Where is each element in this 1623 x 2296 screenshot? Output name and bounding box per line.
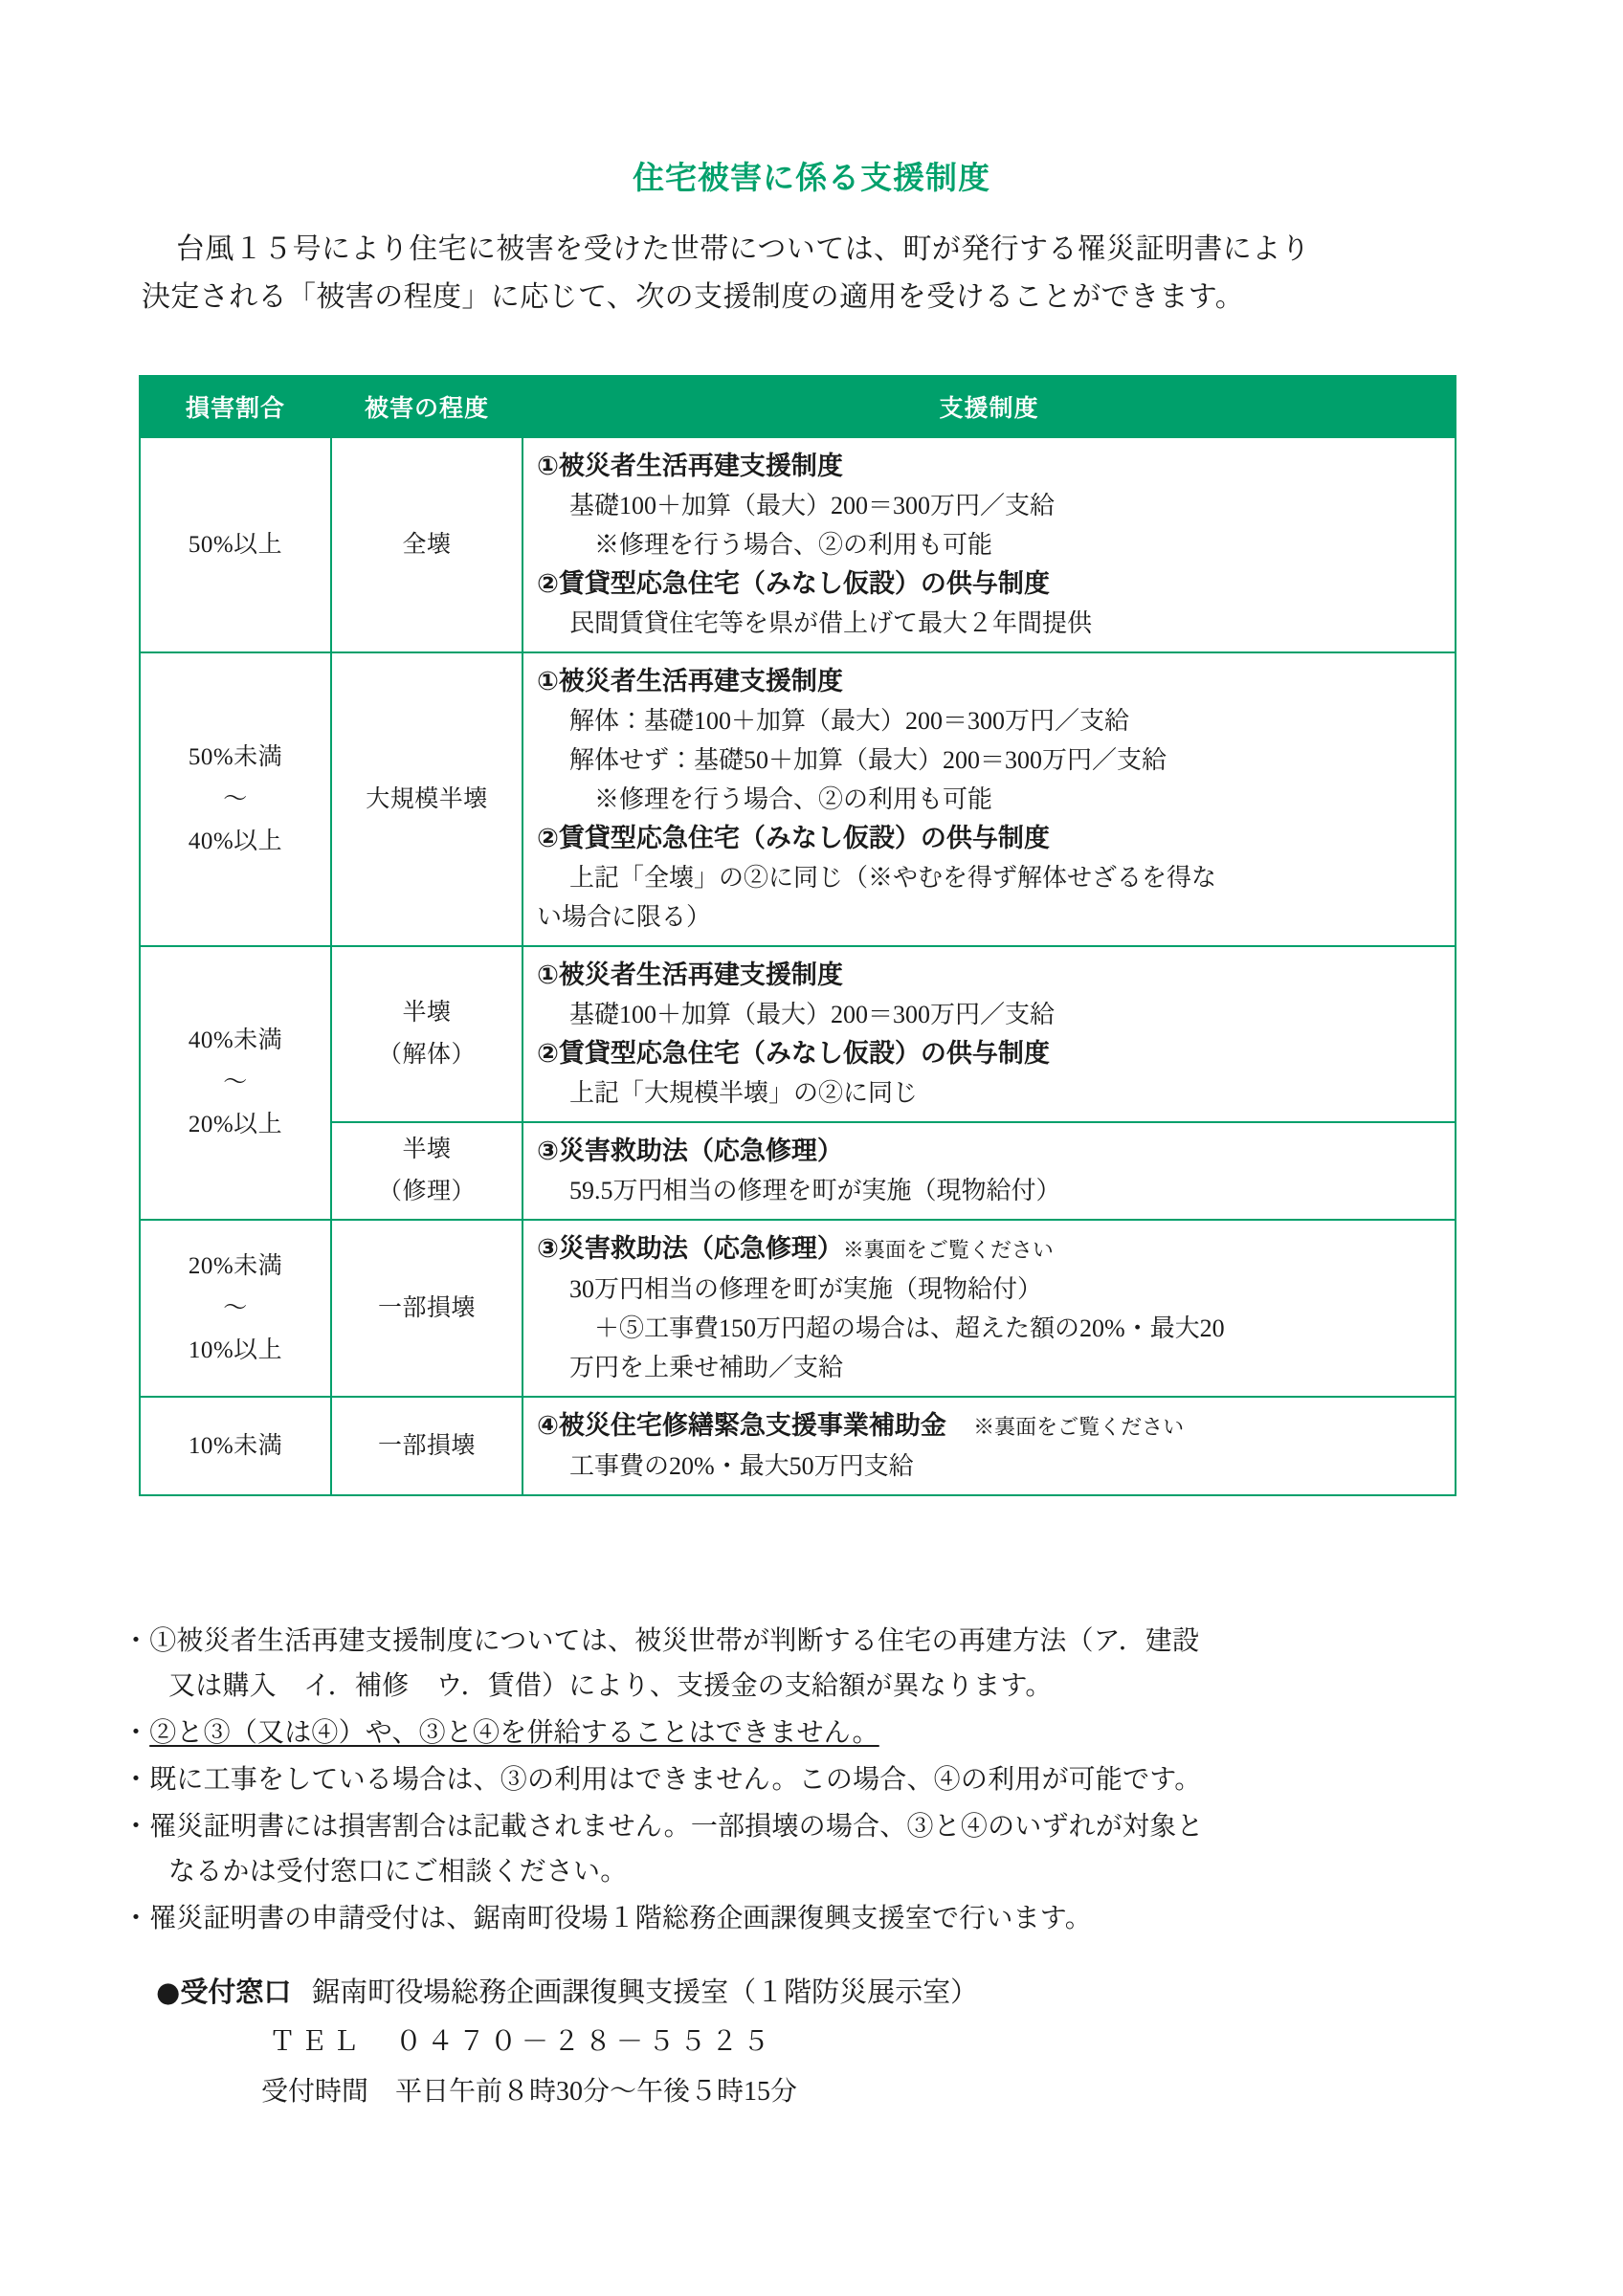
cell-support <box>522 946 1456 1122</box>
cell-damage-degree <box>331 1397 522 1495</box>
intro-paragraph <box>142 226 1481 321</box>
bullet-marker-icon: ● <box>156 1976 181 2008</box>
support-line: 基礎100＋加算（最大）200＝300万円／支給 <box>569 1001 1056 1028</box>
note-line: ・罹災証明書の申請受付は、鋸南町役場１階総務企画課復興支援室で行います。 <box>122 1904 1092 1933</box>
note-line-underlined: ②と③（又は④）や、③と④を併給することはできません。 <box>149 1718 879 1748</box>
header-damage-rate: 損害割合 <box>140 376 331 437</box>
support-line: 工事費の20%・最大50万円支給 <box>569 1452 914 1480</box>
note-line: ・①被災者生活再建支援制度については、被災世帯が判断する住宅の再建方法（ア．建設 <box>122 1626 1200 1656</box>
contact-label: 受付窓口 <box>180 1976 292 2008</box>
rate-segment: 20%以上 <box>188 1112 283 1137</box>
cell-damage-rate <box>140 437 331 652</box>
cell-damage-degree <box>331 1122 522 1220</box>
support-line: 上記「大規模半壊」の②に同じ <box>569 1079 919 1107</box>
rate-segment: 10%以上 <box>188 1336 283 1363</box>
degree-segment: 全壊 <box>402 531 452 558</box>
note-item <box>122 1804 1520 1894</box>
intro-line-2: 決定される「被害の程度」に応じて、次の支援制度の適用を受けることができます。 <box>142 281 1245 313</box>
support-line-note: ※裏面をご覧ください <box>842 1238 1054 1262</box>
support-line-note: ※裏面をご覧ください <box>973 1415 1185 1439</box>
rate-segment: 20%未満 <box>188 1252 283 1279</box>
header-damage-degree: 被害の程度 <box>331 376 522 437</box>
page-title: 住宅被害に係る支援制度 <box>633 159 990 196</box>
support-line: ①被災者生活再建支援制度 <box>537 667 843 696</box>
cell-support <box>522 1122 1456 1220</box>
support-line: 30万円相当の修理を町が実施（現物給付） <box>569 1275 1043 1303</box>
support-line: 解体：基礎100＋加算（最大）200＝300万円／支給 <box>569 707 1130 735</box>
note-line: なるかは受付窓口にご相談ください。 <box>168 1857 628 1887</box>
rate-segment: ～ <box>223 785 248 812</box>
cell-damage-rate <box>140 652 331 946</box>
note-item <box>122 1896 1520 1941</box>
contact-hours: 受付時間 平日午前８時30分～午後５時15分 <box>261 2077 798 2107</box>
degree-segment: 半壊 <box>402 1000 452 1026</box>
intro-line-1: 台風１５号により住宅に被害を受けた世帯については、町が発行する罹災証明書により <box>176 233 1310 265</box>
note-line: ・既に工事をしている場合は、③の利用はできません。この場合、④の利用が可能です。 <box>122 1765 1202 1795</box>
degree-segment: 半壊 <box>402 1137 452 1162</box>
contact-office: 鋸南町役場総務企画課復興支援室（１階防災展示室） <box>312 1977 979 2008</box>
note-item <box>122 1757 1520 1802</box>
cell-damage-degree <box>331 1220 522 1397</box>
contact-office-row <box>156 1967 1400 2018</box>
support-line: ①被災者生活再建支援制度 <box>537 960 843 990</box>
table-row <box>140 437 1456 652</box>
contact-block <box>156 1967 1400 2117</box>
cell-damage-degree <box>331 946 522 1122</box>
rate-segment: 40%以上 <box>188 828 283 854</box>
support-line: 59.5万円相当の修理を町が実施（現物給付） <box>569 1177 1061 1204</box>
degree-segment: （解体） <box>377 1042 476 1068</box>
support-line: ※修理を行う場合、②の利用も可能 <box>594 785 993 813</box>
note-item <box>122 1619 1520 1709</box>
support-line: ※修理を行う場合、②の利用も可能 <box>594 531 993 559</box>
rate-segment: ～ <box>223 1294 248 1321</box>
table-header-row <box>140 376 1456 437</box>
table-row <box>140 1397 1456 1495</box>
degree-segment: 大規模半壊 <box>366 785 488 812</box>
rate-segment: ～ <box>223 1070 248 1095</box>
cell-damage-rate <box>140 1220 331 1397</box>
degree-segment: （修理） <box>377 1179 476 1204</box>
table-row <box>140 1122 1456 1220</box>
rate-segment: 50%未満 <box>188 743 283 770</box>
support-line: い場合に限る） <box>537 903 712 931</box>
notes-list <box>122 1619 1520 1943</box>
support-line: ③災害救助法（応急修理） <box>537 1137 843 1166</box>
support-line <box>537 1229 1449 1269</box>
table-row <box>140 946 1456 1122</box>
note-line: ・罹災証明書には損害割合は記載されません。一部損壊の場合、③と④のいずれが対象と <box>122 1812 1204 1842</box>
degree-segment: 一部損壊 <box>377 1432 476 1459</box>
contact-tel: ＴＥＬ ０４７０－２８－５５２５ <box>269 2027 775 2057</box>
cell-damage-degree <box>331 437 522 652</box>
header-support-system: 支援制度 <box>522 376 1456 437</box>
table-row <box>140 1220 1456 1397</box>
rate-segment: 40%未満 <box>188 1027 283 1053</box>
note-bullet: ・ <box>122 1718 150 1748</box>
support-line: 解体せず：基礎50＋加算（最大）200＝300万円／支給 <box>569 746 1167 774</box>
support-table <box>139 375 1456 1496</box>
cell-support <box>522 652 1456 946</box>
support-line: ②賃貸型応急住宅（みなし仮設）の供与制度 <box>537 824 1050 853</box>
support-line: ②賃貸型応急住宅（みなし仮設）の供与制度 <box>537 1039 1050 1069</box>
support-line: ＋⑤工事費150万円超の場合は、超えた額の20%・最大20 <box>594 1314 1225 1342</box>
degree-segment: 一部損壊 <box>377 1294 476 1321</box>
support-line-main: ③災害救助法（応急修理） <box>537 1234 843 1264</box>
support-line <box>537 1406 1449 1446</box>
support-line: ②賃貸型応急住宅（みなし仮設）の供与制度 <box>537 569 1050 599</box>
support-line: 基礎100＋加算（最大）200＝300万円／支給 <box>569 492 1056 519</box>
cell-support <box>522 1397 1456 1495</box>
note-item <box>122 1711 1520 1755</box>
cell-support <box>522 437 1456 652</box>
support-line: 上記「全壊」の②に同じ（※やむを得ず解体せざるを得な <box>569 864 1217 892</box>
note-line: 又は購入 イ．補修 ウ．賃借）により、支援金の支給額が異なります。 <box>168 1671 1053 1701</box>
cell-damage-degree <box>331 652 522 946</box>
cell-damage-rate <box>140 1397 331 1495</box>
table-row <box>140 652 1456 946</box>
rate-segment: 50%以上 <box>188 531 283 558</box>
rate-segment: 10%未満 <box>188 1432 283 1459</box>
support-line: 民間賃貸住宅等を県が借上げて最大２年間提供 <box>569 609 1093 637</box>
support-line: 万円を上乗せ補助／支給 <box>569 1354 844 1381</box>
cell-support <box>522 1220 1456 1397</box>
support-line: ①被災者生活再建支援制度 <box>537 452 843 481</box>
support-line-main: ④被災住宅修繕緊急支援事業補助金 <box>537 1411 946 1441</box>
cell-damage-rate <box>140 946 331 1220</box>
